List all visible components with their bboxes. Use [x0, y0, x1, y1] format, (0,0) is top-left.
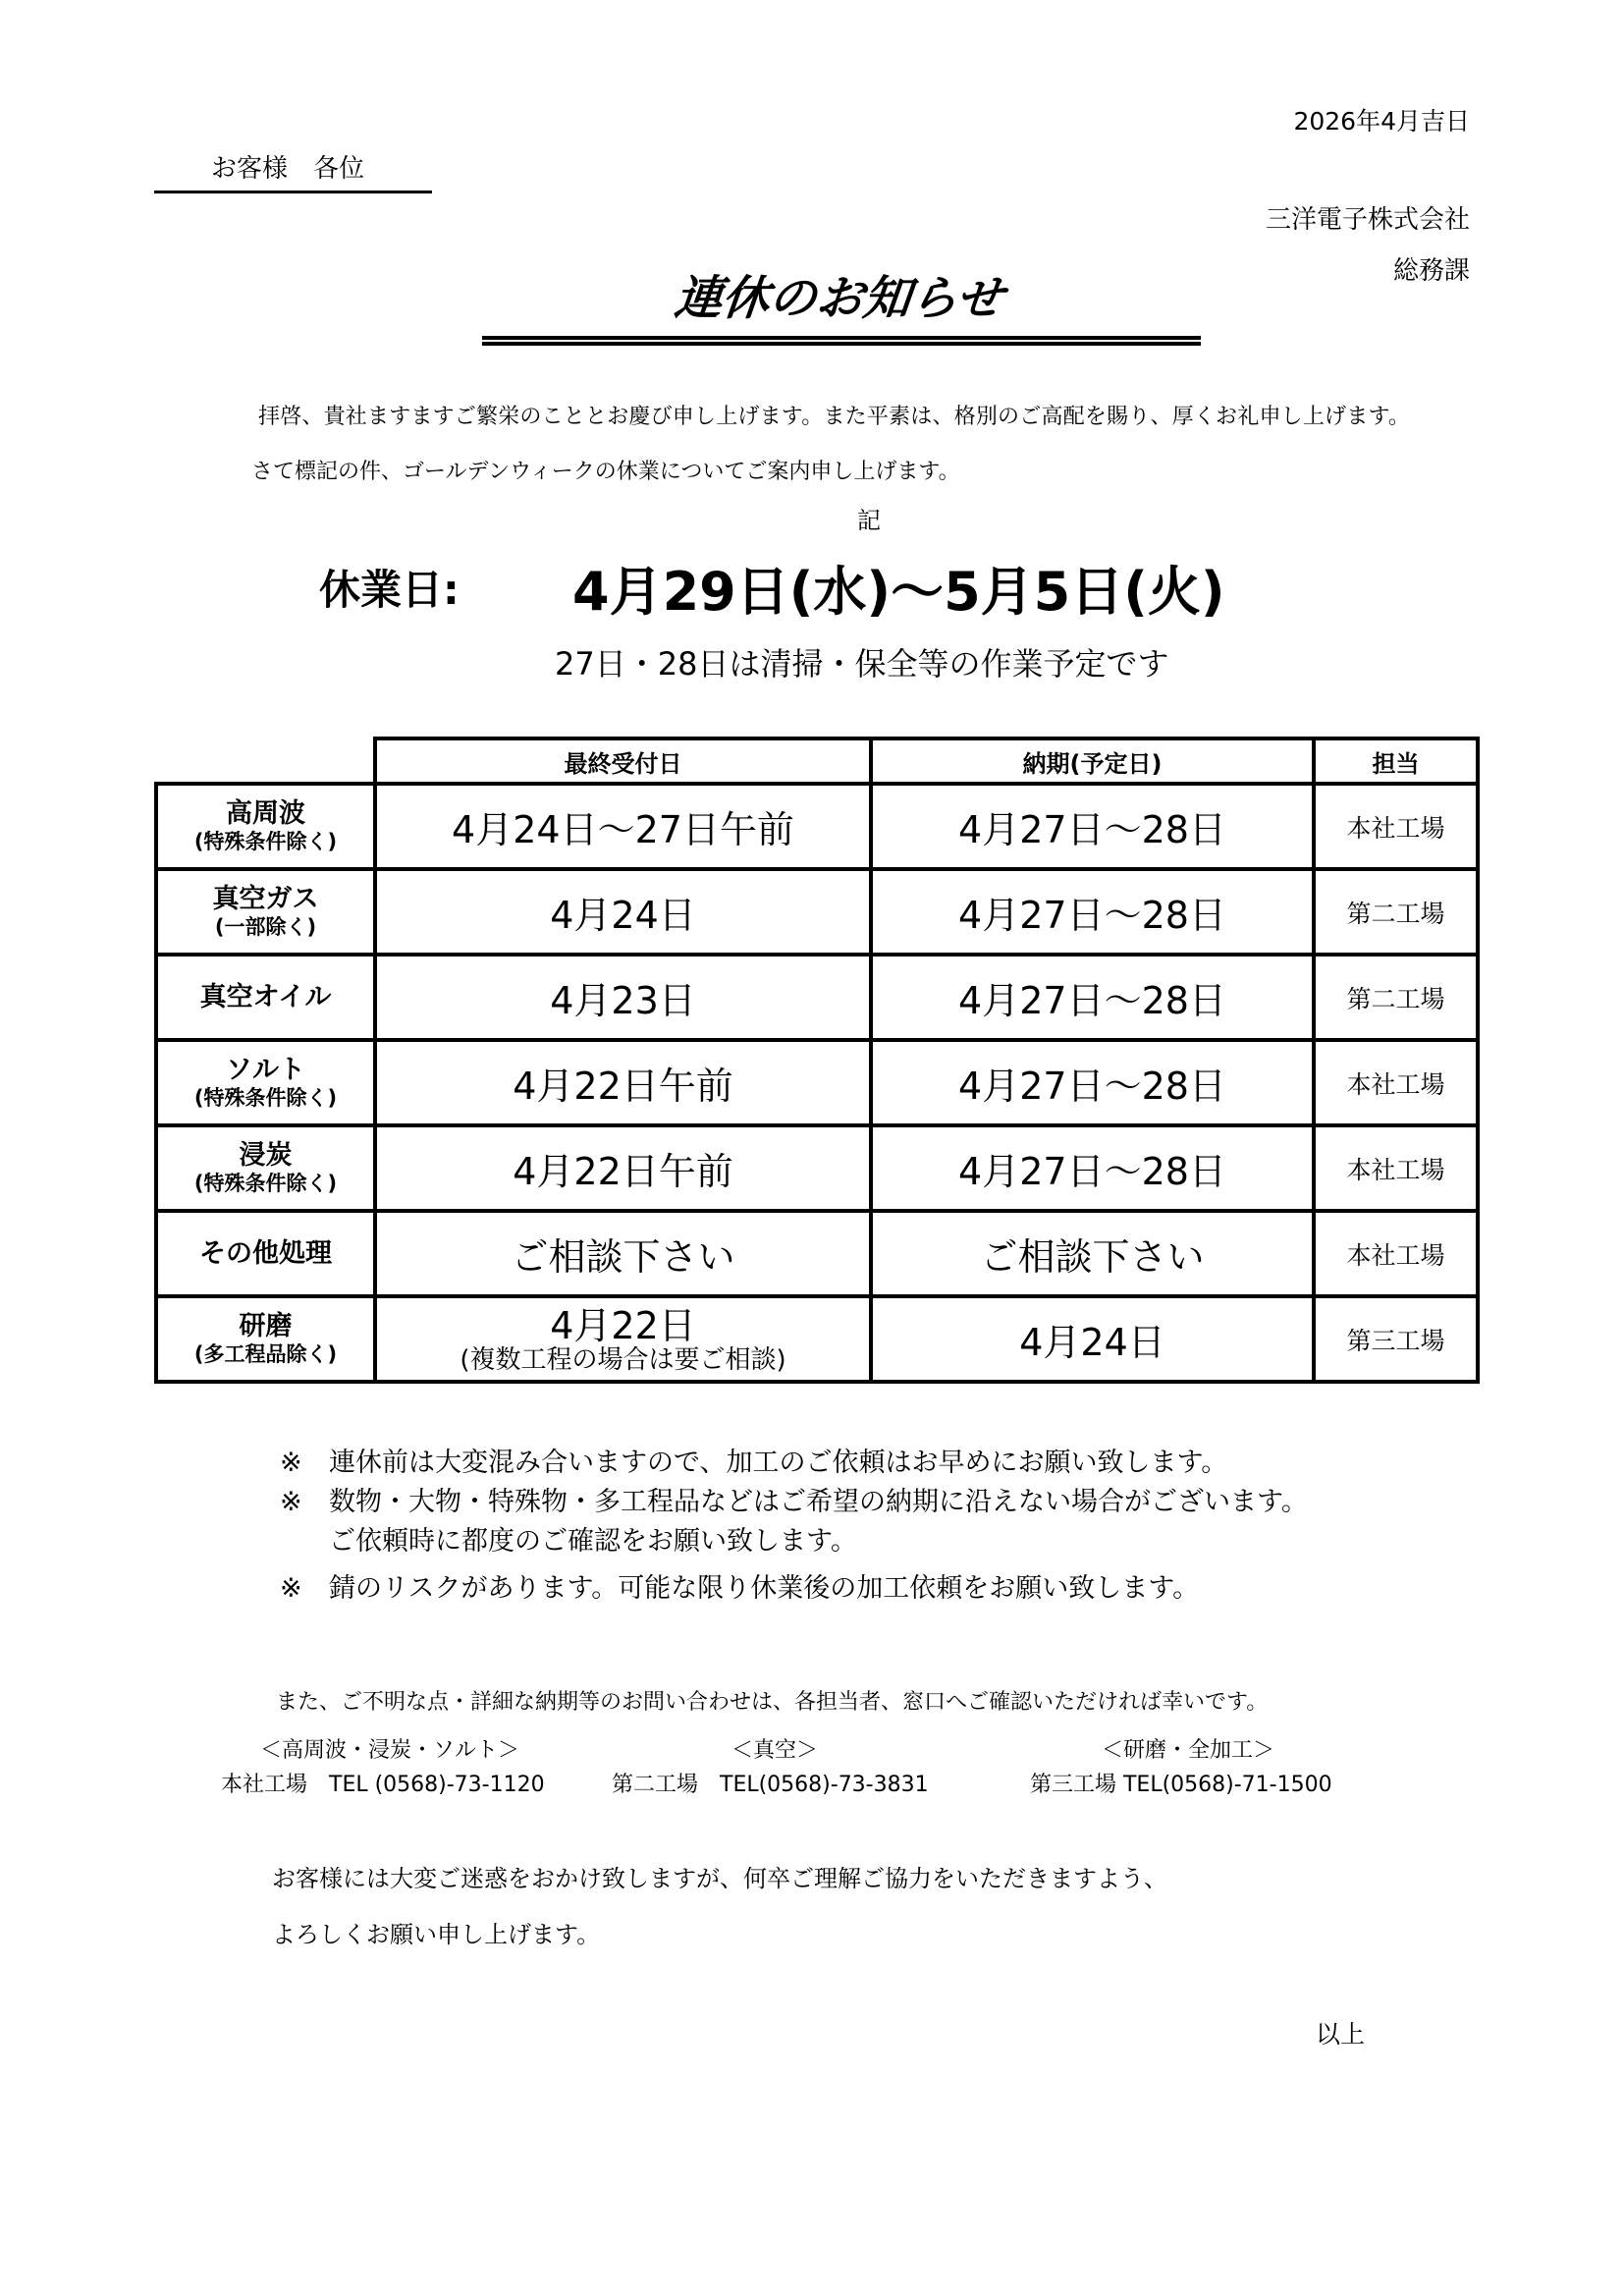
category-note: (特殊条件除く) [193, 1172, 338, 1195]
category-cell [156, 1296, 375, 1382]
last-accept-cell: ご相談下さい [375, 1211, 871, 1296]
last-accept-cell: 4月23日 [375, 955, 871, 1040]
last-accept-cell: 4月22日午前 [375, 1125, 871, 1211]
header-delivery: 納期(予定日) [871, 738, 1314, 784]
category-name: ソルト [226, 1055, 305, 1085]
category-note: (特殊条件除く) [193, 1086, 338, 1110]
header-owner: 担当 [1314, 738, 1478, 784]
delivery-cell: 4月27日～28日 [871, 869, 1314, 955]
owner-cell: 本社工場 [1314, 1040, 1478, 1125]
category-cell [156, 1040, 375, 1125]
holiday-range: 4月29日(水)～5月5日(火) [572, 561, 1225, 623]
recipient-underline [154, 191, 432, 193]
title-double-rule [482, 342, 1201, 346]
holiday-note: 27日・28日は清掃・保全等の作業予定です [555, 645, 1169, 683]
owner-cell: 第二工場 [1314, 869, 1478, 955]
last-accept-cell: 4月22日午前 [375, 1040, 871, 1125]
note-mark: ※ [280, 1573, 302, 1604]
header-blank [156, 738, 375, 784]
last-accept-note: (複数工程の場合は要ご相談) [460, 1344, 786, 1375]
table-row [156, 869, 1478, 955]
category-note: (特殊条件除く) [193, 830, 338, 853]
greeting-line-1: 拝啓、貴社ますますご繁栄のこととお慶び申し上げます。また平素は、格別のご高配を賜り、厚くお礼申し上げます。 [258, 405, 1411, 429]
note-mark: ※ [280, 1448, 302, 1478]
note-item: ※ 錆のリスクがあります。可能な限り休業後の加工依頼をお願い致します。 [280, 1569, 1308, 1609]
notes-list [280, 1444, 1308, 1609]
owner-cell: 本社工場 [1314, 784, 1478, 869]
table-row [156, 1040, 1478, 1125]
category-note: (多工程品除く) [193, 1342, 338, 1366]
contact-phone: 第三工場 TEL(0568)-71-1500 [1030, 1773, 1332, 1797]
owner-cell: 第三工場 [1314, 1296, 1478, 1382]
category-cell [156, 869, 375, 955]
document-title: 連休のお知らせ [672, 271, 1006, 326]
ki-marker: 記 [857, 507, 881, 534]
table-row [156, 1125, 1478, 1211]
last-accept-cell [375, 1296, 871, 1382]
category-name: その他処理 [199, 1238, 332, 1269]
delivery-cell: 4月24日 [871, 1296, 1314, 1382]
greeting-line-2: さて標記の件、ゴールデンウィークの休業についてご案内申し上げます。 [251, 460, 960, 484]
delivery-cell: 4月27日～28日 [871, 1125, 1314, 1211]
contact-phone: 第二工場 TEL(0568)-73-3831 [612, 1773, 929, 1797]
holiday-label: 休業日: [319, 566, 460, 614]
contact-heading: ＜真空＞ [731, 1738, 819, 1763]
category-name: 真空ガス [212, 884, 319, 914]
category-cell [156, 784, 375, 869]
header-last-accept: 最終受付日 [375, 738, 871, 784]
last-accept-cell: 4月24日～27日午前 [375, 784, 871, 869]
contact-heading: ＜高周波・浸炭・ソルト＞ [260, 1738, 520, 1763]
table-row [156, 1296, 1478, 1382]
category-cell [156, 1125, 375, 1211]
closing-line-2: よろしくお願い申し上げます。 [272, 1921, 601, 1948]
contact-heading: ＜研磨・全加工＞ [1102, 1738, 1275, 1763]
table-row [156, 955, 1478, 1040]
closing-line-1: お客様には大変ご迷惑をおかけ致しますが、何卒ご理解ご協力をいただきますよう、 [272, 1865, 1167, 1892]
contact-intro: また、ご不明な点・詳細な納期等のお問い合わせは、各担当者、窓口へご確認いただければ幸いです。 [276, 1690, 1269, 1715]
delivery-cell: ご相談下さい [871, 1211, 1314, 1296]
note-item: ※ 数物・大物・特殊物・多工程品などはご希望の納期に沿えない場合がございます。 [280, 1483, 1308, 1522]
document-date: 2026年4月吉日 [1293, 107, 1470, 136]
category-note: (一部除く) [214, 915, 317, 939]
category-name: 真空オイル [199, 982, 332, 1012]
owner-cell: 第二工場 [1314, 955, 1478, 1040]
company-name: 三洋電子株式会社 [1265, 205, 1470, 235]
note-item-continuation: ご依頼時に都度のご確認をお願い致します。 [329, 1526, 857, 1557]
note-mark: ※ [280, 1487, 302, 1517]
recipient: お客様 各位 [211, 154, 365, 184]
delivery-cell: 4月27日～28日 [871, 1040, 1314, 1125]
schedule-table [154, 737, 1480, 1384]
delivery-cell: 4月27日～28日 [871, 955, 1314, 1040]
category-cell [156, 1211, 375, 1296]
contact-phone: 本社工場 TEL (0568)-73-1120 [221, 1773, 545, 1797]
title-double-rule [482, 336, 1201, 340]
last-accept-cell: 4月24日 [375, 869, 871, 955]
owner-cell: 本社工場 [1314, 1211, 1478, 1296]
category-name: 高周波 [226, 798, 305, 829]
delivery-cell: 4月27日～28日 [871, 784, 1314, 869]
last-accept-value: 4月22日 [550, 1303, 696, 1347]
category-name: 浸炭 [239, 1140, 293, 1171]
table-row [156, 1211, 1478, 1296]
department: 総務課 [1392, 256, 1470, 286]
category-name: 研磨 [239, 1311, 293, 1341]
closing-end: 以上 [1316, 2020, 1366, 2049]
table-row [156, 784, 1478, 869]
note-item: ※ 連休前は大変混み合いますので、加工のご依頼はお早めにお願い致します。 [280, 1444, 1308, 1483]
category-cell [156, 955, 375, 1040]
table-header-row [156, 738, 1478, 784]
owner-cell: 本社工場 [1314, 1125, 1478, 1211]
